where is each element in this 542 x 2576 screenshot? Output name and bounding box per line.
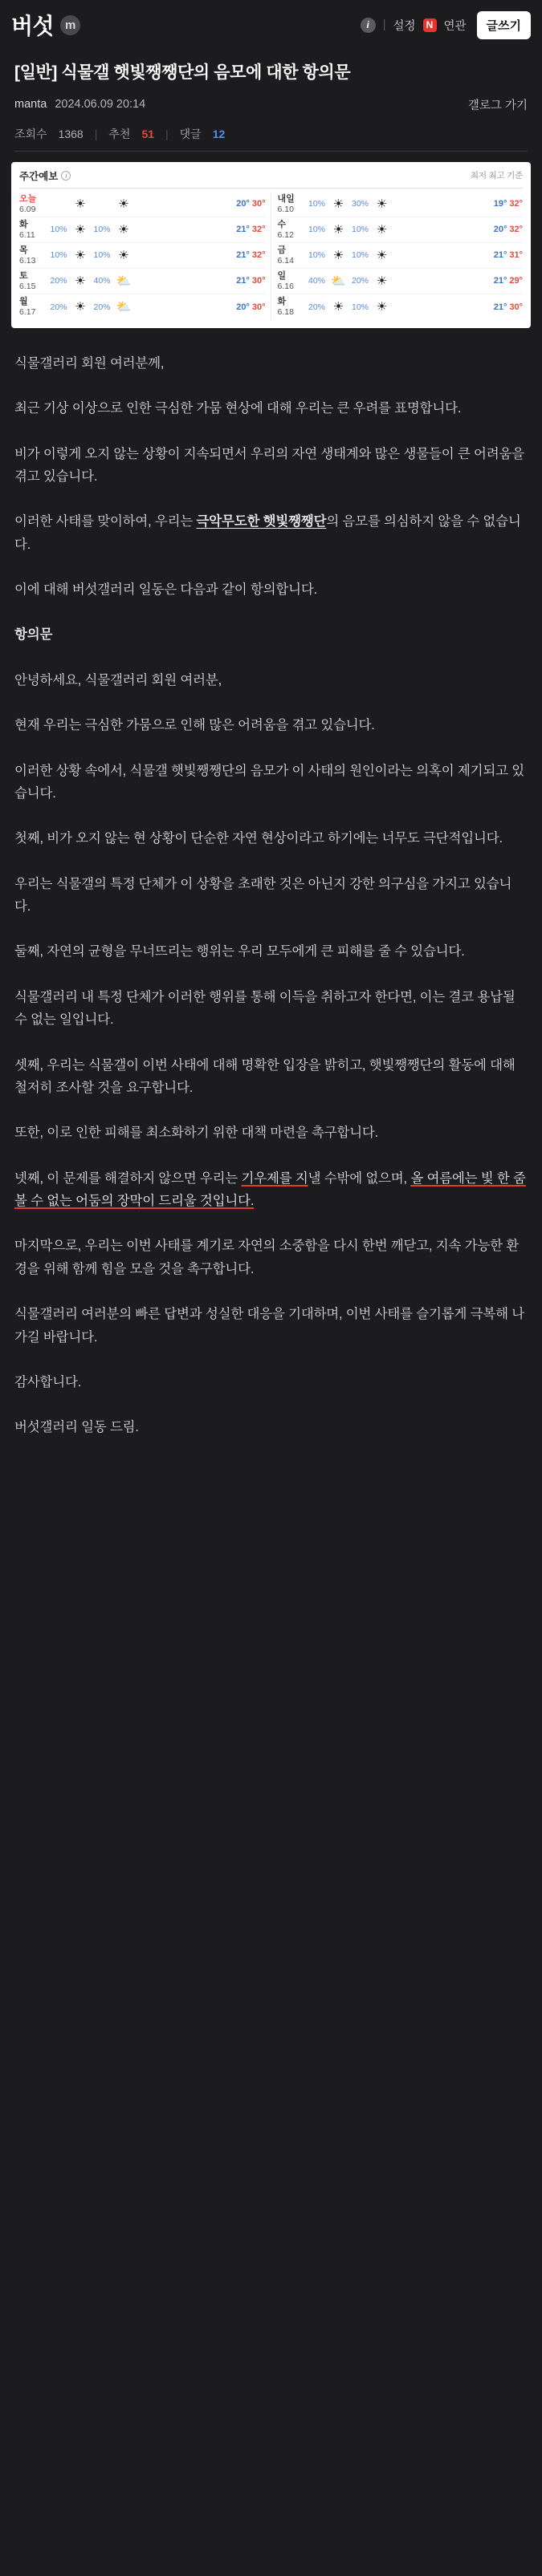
weather-sun-icon: ☀ xyxy=(376,222,388,237)
paragraph-part: 이러한 사태를 맞이하여, 우리는 xyxy=(14,514,197,529)
weather-low: 21° xyxy=(493,250,507,261)
weather-rain-am: 40% xyxy=(308,276,325,286)
weather-cloud-sun-icon: ⛅ xyxy=(116,300,132,314)
weather-rain-am: 20% xyxy=(308,302,325,312)
weather-day xyxy=(19,220,47,240)
weather-row xyxy=(19,294,266,320)
weather-rain-am: 10% xyxy=(308,199,325,209)
weather-high: 32° xyxy=(251,225,266,235)
weather-day-name: 화 xyxy=(19,219,28,229)
weather-day xyxy=(278,220,305,240)
weather-rain-pm: 30% xyxy=(351,199,369,209)
weather-temp xyxy=(133,225,266,234)
weather-sun-icon: ☀ xyxy=(376,248,388,262)
site-logo[interactable] xyxy=(11,9,80,41)
weather-day-name: 일 xyxy=(277,270,287,281)
body-paragraph: 현재 우리는 극심한 가뭄으로 인해 많은 어려움을 겪고 있습니다. xyxy=(14,718,375,733)
weather-widget-title: 주간예보 xyxy=(19,170,59,182)
related-link[interactable]: 연관 xyxy=(443,19,467,33)
weather-day-date: 6.18 xyxy=(277,307,294,318)
weather-temp xyxy=(133,302,266,312)
weather-widget-header xyxy=(19,168,523,189)
weather-low: 20° xyxy=(493,225,507,235)
body-paragraph: 마지막으로, 우리는 이번 사태를 계기로 자연의 소중함을 다시 한번 깨닫고, 지속 가능한 환경을 위해 함께 힘을 모을 것을 촉구합니다. xyxy=(14,1239,519,1276)
weather-rain-am: 20% xyxy=(50,302,67,312)
weather-sun-icon: ☀ xyxy=(75,197,86,211)
weather-cloud-sun-icon: ⛅ xyxy=(116,274,132,288)
weather-column-left xyxy=(19,192,271,320)
weather-low: 21° xyxy=(236,276,250,286)
write-post-button[interactable]: 글쓰기 xyxy=(477,11,531,39)
weather-sun-icon: ☀ xyxy=(75,300,86,314)
weather-temp xyxy=(133,276,266,286)
weather-sun-icon: ☀ xyxy=(332,222,344,237)
weather-sun-icon: ☀ xyxy=(376,300,388,314)
weather-high: 31° xyxy=(509,250,523,261)
weather-rain-pm: 10% xyxy=(93,250,111,261)
weather-rain-am: 10% xyxy=(308,225,325,235)
weather-high: 29° xyxy=(509,276,523,286)
weather-high: 30° xyxy=(251,199,266,209)
weekly-weather-widget[interactable] xyxy=(11,162,531,328)
body-paragraph-highlighted xyxy=(14,510,528,556)
weather-temp xyxy=(392,302,524,312)
byline xyxy=(14,96,528,113)
highlighted-phrase: 극악무도한 햇빛쨍쨍단 xyxy=(196,514,327,529)
author-name[interactable]: manta xyxy=(14,98,47,112)
body-paragraph: 안녕하세요, 식물갤러리 회원 여러분, xyxy=(14,672,222,688)
weather-row xyxy=(19,243,266,269)
body-paragraph: 식물갤러리 여러분의 빠른 답변과 성실한 대응을 기대하며, 이번 사태를 슬기롭게 극복해 나가길 바랍니다. xyxy=(14,1307,524,1345)
weather-row xyxy=(278,294,524,320)
body-paragraph: 비가 이렇게 오지 않는 상황이 지속되면서 우리의 자연 생태계와 많은 생물들이 큰 어려움을 겪고 있습니다. xyxy=(14,446,524,484)
weather-day-date: 6.09 xyxy=(19,204,36,214)
site-logo-text: 버섯 xyxy=(11,14,55,39)
body-paragraph: 감사합니다. xyxy=(14,1374,82,1389)
weather-rain-am: 10% xyxy=(50,250,67,261)
weather-day-date: 6.16 xyxy=(277,281,294,291)
weather-low: 21° xyxy=(493,302,507,312)
weather-sun-icon: ☀ xyxy=(118,248,129,262)
weather-day-name: 오늘 xyxy=(19,193,37,204)
post-body xyxy=(0,328,542,1510)
views-value: 1368 xyxy=(58,127,84,140)
weather-rain-pm: 10% xyxy=(93,225,111,235)
post-date: 2024.06.09 20:14 xyxy=(55,98,146,112)
weather-day xyxy=(19,194,47,214)
weather-day-date: 6.11 xyxy=(19,229,35,240)
body-paragraph: 식물갤러리 회원 여러분께, xyxy=(14,355,165,371)
weather-day xyxy=(278,271,305,291)
weather-sun-icon: ☀ xyxy=(75,248,86,262)
weather-rain-pm: 20% xyxy=(351,276,369,286)
weather-rain-pm: 10% xyxy=(351,250,369,261)
top-navigation-actions xyxy=(361,11,531,39)
weather-row xyxy=(278,243,524,269)
weather-day-name: 토 xyxy=(19,270,28,281)
weather-temp xyxy=(133,199,266,209)
weather-day xyxy=(278,194,305,214)
weather-row xyxy=(278,217,524,243)
weather-sun-icon: ☀ xyxy=(75,274,86,288)
body-paragraph: 버섯갤러리 일동 드림. xyxy=(14,1420,139,1435)
mushroom-mark-icon: m xyxy=(60,15,80,35)
weather-forecast-grid xyxy=(19,189,523,320)
weather-info-icon[interactable]: i xyxy=(61,171,71,181)
paragraph-part: 넷째, 이 문제를 해결하지 않으면 우리는 xyxy=(14,1170,242,1186)
weather-rain-pm: 10% xyxy=(351,302,369,312)
weather-day-date: 6.10 xyxy=(277,204,294,214)
red-underlined-phrase: 올 여름에는 빛 한 줌 볼 수 없는 어둠의 장막이 드리울 것입니다. xyxy=(14,1170,526,1209)
weather-day-date: 6.13 xyxy=(19,255,36,266)
weather-legend: 최저 최고 기준 xyxy=(470,171,523,181)
weather-day-date: 6.12 xyxy=(277,229,294,240)
weather-low: 21° xyxy=(493,276,507,286)
weather-day-name: 목 xyxy=(19,245,28,255)
weather-sun-icon: ☀ xyxy=(376,274,388,288)
weather-row xyxy=(19,269,266,294)
weather-high: 32° xyxy=(509,199,523,209)
views-label: 조회수 xyxy=(14,127,47,140)
weather-sun-icon: ☀ xyxy=(118,222,129,237)
weather-sun-icon: ☀ xyxy=(332,248,344,262)
weather-day-date: 6.17 xyxy=(19,307,36,318)
paragraph-part: 의 음모를 의심하지 않을 수 없습니다. xyxy=(14,514,521,552)
weather-temp xyxy=(392,199,524,209)
nav-separator-1: | xyxy=(382,18,386,31)
weather-sun-icon: ☀ xyxy=(332,197,344,211)
weather-low: 19° xyxy=(493,199,507,209)
weather-rain-pm: 10% xyxy=(351,225,369,235)
body-paragraph: 또한, 이로 인한 피해를 최소화하기 위한 대책 마련을 촉구합니다. xyxy=(14,1126,379,1141)
weather-rain-am: 10% xyxy=(308,250,325,261)
weather-day-name: 금 xyxy=(277,245,287,255)
body-paragraph: 식물갤러리 내 특정 단체가 이러한 행위를 통해 이득을 취하고자 한다면, 이는 결코 용납될 수 없는 일입니다. xyxy=(14,989,516,1028)
weather-high: 30° xyxy=(509,302,523,312)
weather-day xyxy=(19,271,47,291)
post-title-text: 식물갤 햇빛쨍쨍단의 음모에 대한 항의문 xyxy=(61,63,351,82)
paragraph-part: 낼 수밖에 없으며, xyxy=(308,1170,411,1186)
stats-separator-1: | xyxy=(94,127,98,140)
weather-low: 21° xyxy=(236,250,250,261)
weather-rain-am: 10% xyxy=(50,225,67,235)
weather-high: 30° xyxy=(251,276,266,286)
recommend-count: 51 xyxy=(141,127,155,140)
weather-sun-icon: ☀ xyxy=(75,222,86,237)
stats-separator-2: | xyxy=(165,127,169,140)
weather-sun-icon: ☀ xyxy=(376,197,388,211)
weather-day xyxy=(19,245,47,266)
weather-cloud-sun-icon: ⛅ xyxy=(331,274,346,288)
weather-temp xyxy=(392,276,524,286)
info-icon[interactable]: i xyxy=(361,18,376,33)
weather-sun-icon: ☀ xyxy=(332,300,344,314)
weather-high: 30° xyxy=(251,302,266,312)
weather-day-name: 월 xyxy=(19,297,28,307)
weather-low: 20° xyxy=(236,302,250,312)
gallog-link[interactable]: 갤로그 가기 xyxy=(467,99,528,112)
body-paragraph: 우리는 식물갤의 특정 단체가 이 상황을 초래한 것은 아닌지 강한 의구심을 가지고 있습니다. xyxy=(14,876,512,915)
body-paragraph: 셋째, 우리는 식물갤이 이번 사태에 대해 명확한 입장을 밝히고, 햇빛쨍쨍단의 활동에 대해 철저히 조사할 것을 요구합니다. xyxy=(14,1057,516,1095)
weather-column-right xyxy=(271,192,524,320)
weather-rain-pm: 40% xyxy=(93,276,111,286)
comments-count[interactable]: 12 xyxy=(212,127,226,140)
weather-day-date: 6.15 xyxy=(19,281,36,291)
weather-day-name: 수 xyxy=(277,219,287,229)
weather-high: 32° xyxy=(251,250,266,261)
weather-day xyxy=(19,297,47,317)
weather-day xyxy=(278,297,305,317)
weather-day-name: 화 xyxy=(277,297,287,307)
post-stats-row xyxy=(14,126,528,152)
body-paragraph-highlighted xyxy=(14,1167,528,1213)
weather-day-date: 6.14 xyxy=(277,255,294,266)
top-navigation-bar xyxy=(0,0,542,50)
post-category: [일반] xyxy=(14,63,57,82)
weather-day-name: 내일 xyxy=(277,193,295,204)
body-paragraph: 최근 기상 이상으로 인한 극심한 가뭄 현상에 대해 우리는 큰 우려를 표명합니다. xyxy=(14,401,462,416)
body-paragraph: 이에 대해 버섯갤러리 일동은 다음과 같이 항의합니다. xyxy=(14,582,317,598)
weather-sun-icon: ☀ xyxy=(118,197,129,211)
weather-low: 21° xyxy=(236,225,250,235)
body-paragraph: 첫째, 비가 오지 않는 현 상황이 단순한 자연 현상이라고 하기에는 너무도 극단적입니다. xyxy=(14,831,503,846)
weather-rain-pm: 20% xyxy=(93,302,111,312)
comments-label[interactable]: 댓글 xyxy=(179,127,202,140)
weather-temp xyxy=(133,250,266,260)
red-underlined-phrase: 기우제를 지 xyxy=(241,1170,308,1186)
weather-row xyxy=(19,192,266,217)
weather-row xyxy=(278,192,524,217)
weather-temp xyxy=(392,250,524,260)
naver-badge-icon[interactable]: N xyxy=(423,18,437,32)
body-paragraph: 이러한 상황 속에서, 식물갤 햇빛쨍쨍단의 음모가 이 사태의 원인이라는 의혹이 제기되고 있습니다. xyxy=(14,763,524,801)
weather-row xyxy=(278,269,524,294)
recommend-label: 추천 xyxy=(108,127,131,140)
page-title xyxy=(14,61,528,85)
weather-rain-am: 20% xyxy=(50,276,67,286)
weather-row xyxy=(19,217,266,243)
weather-low: 20° xyxy=(236,199,250,209)
weather-high: 32° xyxy=(509,225,523,235)
body-paragraph: 둘째, 자연의 균형을 무너뜨리는 행위는 우리 모두에게 큰 피해를 줄 수 있습니다. xyxy=(14,944,465,959)
settings-link[interactable]: 설정 xyxy=(393,19,416,33)
article-header xyxy=(0,50,542,113)
weather-temp xyxy=(392,225,524,234)
weather-day xyxy=(278,245,305,266)
section-heading: 항의문 xyxy=(14,627,53,643)
